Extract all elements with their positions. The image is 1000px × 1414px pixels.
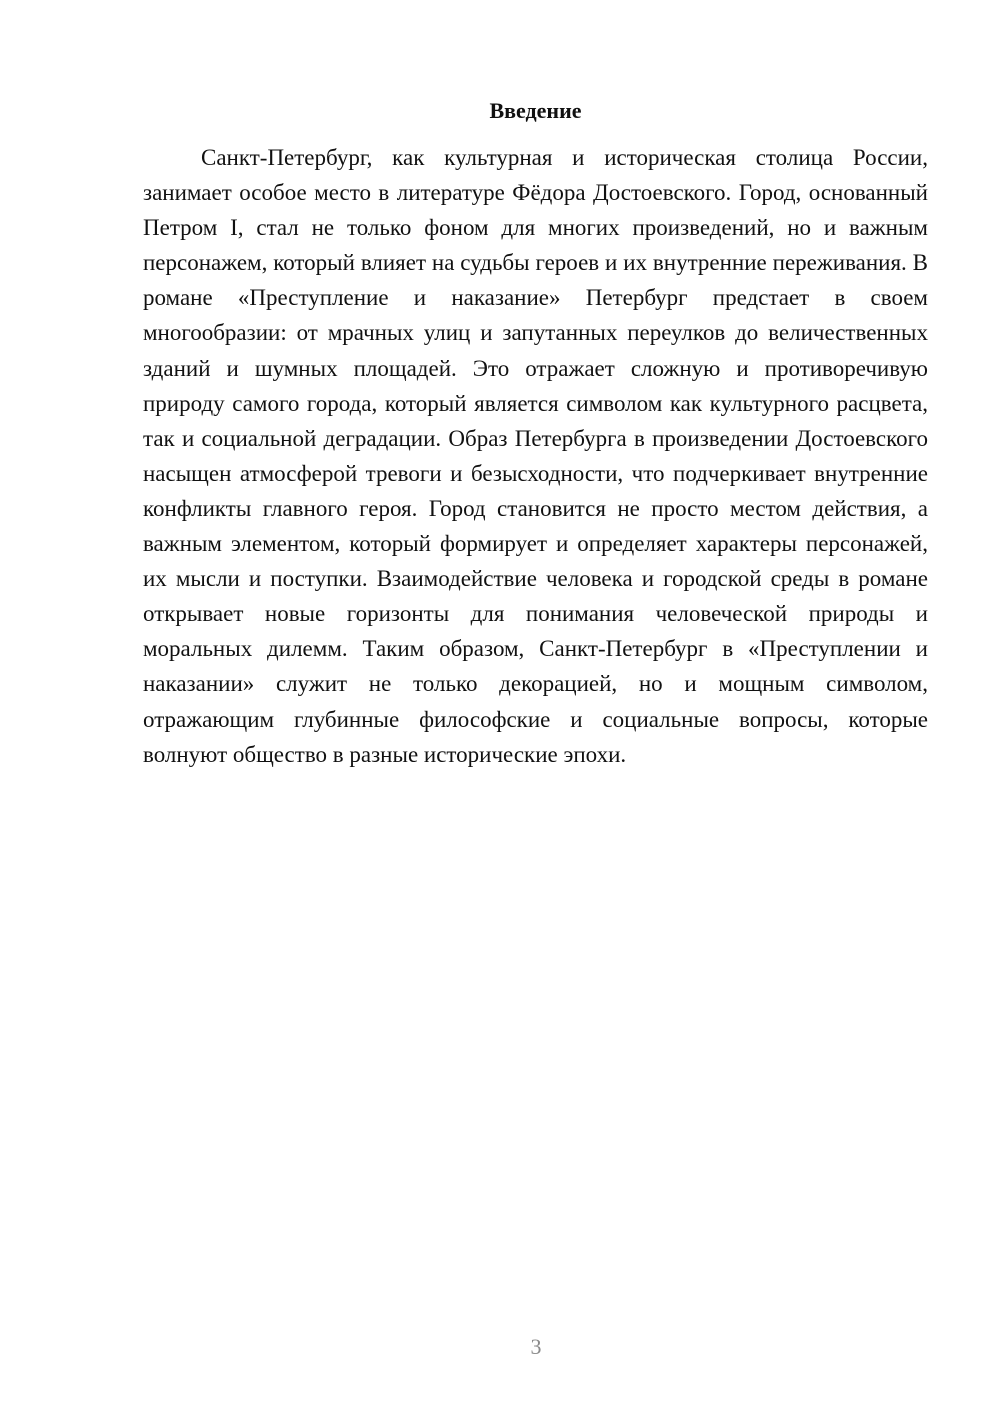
body-paragraph: Санкт-Петербург, как культурная и историческая столица России, занимает особое место в литературе Фёдора Достоевского. Город, основанный Петром I, стал не только фоном для многих произведений, но и важным персонажем, который влияет на судьбы героев и их внутренние переживания. В романе «Преступление и наказание» Петербург предстает в своем многообразии: от мрачных улиц и запутанных переулков до величественных зданий и шумных площадей. Это отражает сложную и противоречивую природу самого города, который является символом как культурного расцвета, так и социальной деградации. Образ Петербурга в произведении Достоевского насыщен атмосферой тревоги и безысходности, что подчеркивает внутренние конфликты главного героя. Город становится не просто местом действия, а важным элементом, который формирует и определяет характеры персонажей, их мысли и поступки. Взаимодействие человека и городской среды в романе открывает новые горизонты для понимания человеческой природы и моральных дилемм. Таким образом, Санкт-Петербург в «Преступлении и наказании» служит не только декорацией, но и мощным символом, отражающим глубинные философские и социальные вопросы, которые волнуют общество в разные исторические эпохи. [143, 145, 928, 767]
section-heading: Введение [489, 98, 582, 123]
page-number: 3 [530, 1334, 542, 1359]
